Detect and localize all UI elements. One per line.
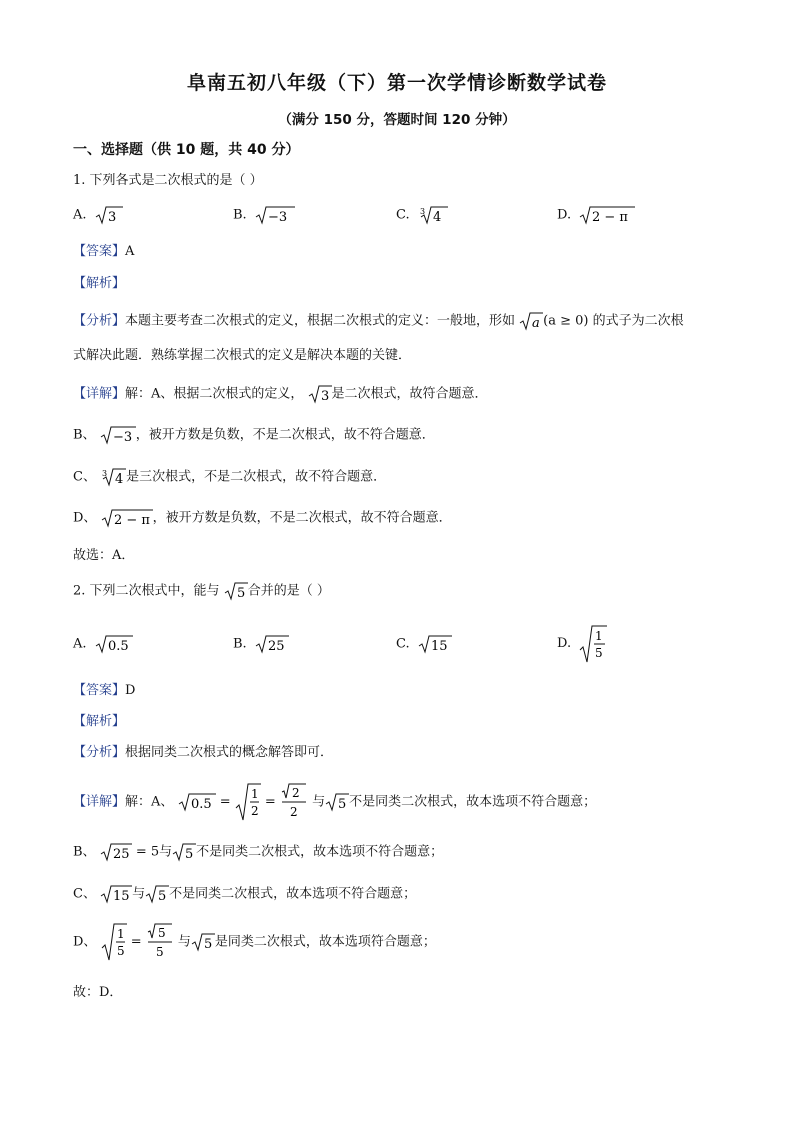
sqrt-15 xyxy=(100,884,132,904)
sqrt-neg3 xyxy=(100,425,136,445)
svg-text:15: 15 xyxy=(113,889,130,904)
q1-answer: 【答案】A xyxy=(73,244,135,259)
q2-option-a: A. 0.5 xyxy=(73,634,133,655)
sqrt-5 xyxy=(172,842,196,862)
q2-conclusion: 故：D． xyxy=(73,985,123,1000)
section-heading: 一、选择题（供 10 题，共 40 分） xyxy=(73,142,300,158)
svg-text:5: 5 xyxy=(158,889,167,904)
svg-text:3: 3 xyxy=(102,469,108,478)
sqrt-one-fifth xyxy=(101,922,127,962)
q1-detail-a: 【详解】解：A、根据二次根式的定义， 3 是二次根式，故符合题意． xyxy=(73,384,488,405)
sqrt-5 xyxy=(224,581,248,601)
svg-text:1: 1 xyxy=(595,629,603,643)
svg-text:5: 5 xyxy=(157,926,166,940)
svg-text:2 − π: 2 − π xyxy=(113,513,150,528)
q1-option-b: B. −3 xyxy=(233,205,295,226)
svg-text:2 − π: 2 − π xyxy=(592,210,629,225)
sqrt-neg3 xyxy=(255,205,295,225)
sqrt-2-minus-pi xyxy=(579,205,635,225)
sqrt-5 xyxy=(325,792,349,812)
svg-text:5: 5 xyxy=(236,586,245,601)
sqrt-3 xyxy=(95,205,123,225)
sqrt-25 xyxy=(100,842,132,862)
cbrt-4 xyxy=(418,205,448,225)
q1-option-c: C. 3 4 xyxy=(396,205,448,226)
svg-text:2: 2 xyxy=(289,805,298,819)
svg-text:25: 25 xyxy=(267,639,285,654)
svg-text:0.5: 0.5 xyxy=(190,797,212,812)
q1-stem: 1. 下列各式是二次根式的是（ ） xyxy=(73,173,263,188)
q2-detail-b: B、 25 = 5与 5 不是同类二次根式，故本选项不符合题意； xyxy=(73,842,443,863)
svg-text:4: 4 xyxy=(115,472,124,487)
q2-answer: 【答案】D xyxy=(73,683,136,698)
sqrt-0.5 xyxy=(178,792,216,812)
svg-text:1: 1 xyxy=(250,787,259,801)
q1-option-a: A. 3 xyxy=(73,205,123,226)
page-subtitle: （满分 150 分，答题时间 120 分钟） xyxy=(278,112,516,128)
svg-text:−3: −3 xyxy=(267,210,288,225)
q2-stem: 2. 下列二次根式中，能与 5 合并的是（ ） xyxy=(73,581,330,602)
svg-text:−3: −3 xyxy=(112,430,132,445)
q1-conclusion: 故选：A． xyxy=(73,548,135,563)
sqrt-5 xyxy=(145,884,169,904)
svg-text:5: 5 xyxy=(338,797,347,812)
page-title: 阜南五初八年级（下）第一次学情诊断数学试卷 xyxy=(186,72,607,94)
svg-text:5: 5 xyxy=(185,847,194,862)
q1-detail-b: B、 −3 ，被开方数是负数，不是二次根式，故不符合题意． xyxy=(73,425,435,446)
svg-text:5: 5 xyxy=(116,944,125,958)
sqrt-25 xyxy=(255,634,289,654)
svg-text:25: 25 xyxy=(112,847,130,862)
sqrt-5 xyxy=(191,932,215,952)
cbrt-4 xyxy=(100,467,126,487)
q1-fenxi-line2: 式解决此题．熟练掌握二次根式的定义是解决本题的关键． xyxy=(73,348,412,363)
root5-over-5 xyxy=(146,922,174,962)
svg-text:5: 5 xyxy=(155,945,164,959)
sqrt-15 xyxy=(418,634,452,654)
svg-text:3: 3 xyxy=(419,207,425,216)
svg-text:5: 5 xyxy=(595,646,603,660)
q2-detail-d: D、 1 5 = 5 5 与 5 是同类二次根式，故本选项符合题意； xyxy=(73,922,436,963)
root2-over-2 xyxy=(280,782,308,822)
q2-fenxi: 【分析】根据同类二次根式的概念解答即可． xyxy=(73,745,334,760)
svg-text:2: 2 xyxy=(291,786,300,800)
sqrt-2-minus-pi xyxy=(101,508,153,528)
sqrt-3 xyxy=(308,384,332,404)
svg-text:4: 4 xyxy=(432,210,442,225)
q1-detail-c: C、 3 4 是三次根式，不是二次根式，故不符合题意． xyxy=(73,469,387,487)
sqrt-one-half xyxy=(235,782,261,822)
q1-detail-d: D、 2 − π ，被开方数是负数，不是二次根式，故不符合题意． xyxy=(73,508,452,529)
svg-text:15: 15 xyxy=(430,639,448,654)
sqrt-a xyxy=(519,311,543,331)
svg-text:a: a xyxy=(532,316,540,331)
svg-text:3: 3 xyxy=(320,389,329,404)
q1-analysis-label: 【解析】 xyxy=(73,276,126,291)
svg-text:3: 3 xyxy=(107,210,117,225)
svg-text:0.5: 0.5 xyxy=(107,639,129,654)
q2-option-b: B. 25 xyxy=(233,634,289,655)
svg-text:5: 5 xyxy=(203,937,213,952)
svg-text:1: 1 xyxy=(116,927,125,941)
q2-option-c: C. 15 xyxy=(396,634,452,655)
sqrt-one-fifth xyxy=(579,624,607,664)
q1-option-d: D. 2 − π xyxy=(557,205,635,226)
q2-detail-a: 【详解】解：A、 0.5 = 1 2 = 2 2 与 5 不是同类二次根式，故本选项不符合题意； xyxy=(73,782,596,823)
sqrt-0.5 xyxy=(95,634,133,654)
q2-detail-c: C、 15 与 5 不是同类二次根式，故本选项不符合题意； xyxy=(73,884,416,905)
q1-fenxi-line1: 【分析】本题主要考查二次根式的定义，根据二次根式的定义：一般地，形如 a (a ≥ 0) 的式子为二次根 xyxy=(73,311,684,332)
q2-analysis-label: 【解析】 xyxy=(73,714,126,729)
q2-option-d: D. 1 5 xyxy=(557,624,607,664)
svg-text:2: 2 xyxy=(250,804,259,818)
